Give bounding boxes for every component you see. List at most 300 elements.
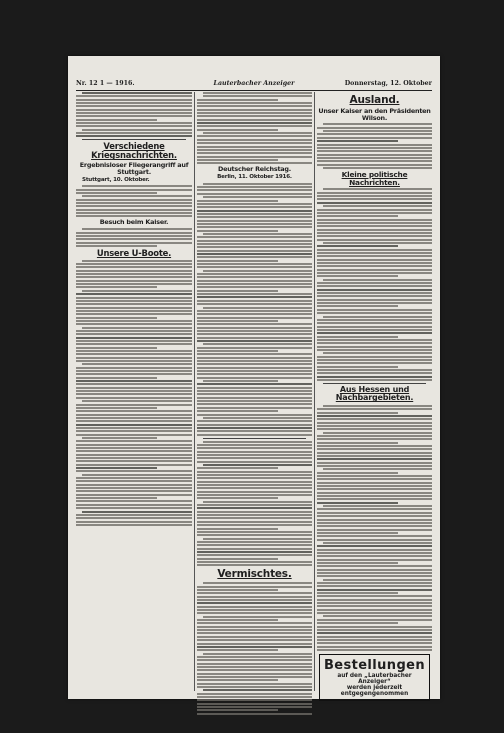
text-line: [197, 474, 312, 476]
text-line: [323, 205, 432, 207]
text-line: [197, 260, 278, 262]
text-line: [317, 519, 432, 521]
text-line: [76, 424, 192, 426]
text-line: [317, 219, 432, 221]
text-line: [197, 333, 312, 335]
text-line: [76, 404, 192, 406]
text-line: [76, 370, 192, 372]
text-line: [197, 403, 312, 405]
text-line: [317, 154, 432, 156]
text-line: [197, 313, 312, 315]
text-line: [317, 366, 398, 368]
text-line: [76, 357, 192, 359]
text-line: [197, 226, 312, 228]
text-line: [317, 485, 432, 487]
text-line: [197, 393, 312, 395]
text-line: [317, 545, 432, 547]
text-line: [203, 653, 312, 655]
text-line: [197, 709, 278, 711]
text-line: [317, 144, 432, 146]
text-line: [197, 564, 312, 566]
page-header: [76, 80, 432, 91]
text-line: [317, 372, 432, 374]
text-line: [76, 477, 192, 479]
text-line: [323, 405, 432, 407]
text-line: [317, 442, 398, 444]
text-line: [317, 502, 398, 504]
text-line: [203, 92, 312, 94]
text-line: [317, 438, 432, 440]
text-line: [317, 137, 432, 139]
text-line: [197, 676, 312, 678]
text-line: [76, 454, 192, 456]
text-line: [76, 115, 192, 117]
text-line: [76, 95, 192, 97]
text-line: [197, 142, 312, 144]
text-line: [317, 612, 432, 614]
divider: [323, 383, 426, 384]
text-line: [197, 703, 312, 705]
text-line: [317, 302, 432, 304]
column-2: [197, 92, 312, 691]
text-line: [76, 245, 157, 247]
text-line: [76, 340, 192, 342]
text-line: [76, 215, 192, 217]
text-block: [197, 441, 312, 567]
text-line: [317, 339, 432, 341]
text-line: [197, 310, 312, 312]
text-line: [203, 689, 312, 691]
text-line: [317, 133, 432, 135]
text-line: [197, 507, 312, 509]
divider: [82, 139, 186, 140]
text-line: [317, 498, 432, 500]
text-line: [317, 265, 432, 267]
text-line: [197, 497, 278, 499]
text-line: [197, 337, 312, 339]
text-line: [76, 434, 192, 436]
text-line: [197, 693, 312, 695]
text-line: [197, 444, 312, 446]
text-line: [197, 286, 312, 288]
text-line: [317, 605, 432, 607]
text-line: [317, 415, 432, 417]
text-block: [197, 582, 312, 714]
text-line: [76, 430, 192, 432]
text-line: [317, 425, 432, 427]
text-line: [197, 186, 312, 188]
text-line: [197, 323, 312, 325]
text-line: [317, 475, 432, 477]
text-line: [197, 290, 278, 292]
headline-uboote: Unsere U-Boote.: [96, 247, 172, 258]
text-line: [197, 424, 312, 426]
text-line: [197, 373, 312, 375]
text-line: [76, 514, 192, 516]
text-line: [203, 380, 278, 382]
text-line: [197, 656, 312, 658]
text-line: [197, 200, 278, 202]
text-line: [317, 269, 432, 271]
text-line: [203, 441, 312, 443]
text-line: [76, 444, 192, 446]
text-line: [197, 524, 312, 526]
text-line: [197, 447, 312, 449]
text-line: [203, 538, 312, 540]
text-line: [76, 132, 192, 134]
text-line: [317, 259, 432, 261]
text-line: [76, 484, 192, 486]
text-line: [197, 320, 278, 322]
text-line: [317, 285, 432, 287]
text-line: [76, 300, 192, 302]
text-line: [197, 363, 312, 365]
box-subtitle: auf den „Lauterbacher Anzeiger“: [337, 672, 412, 685]
text-line: [76, 323, 192, 325]
text-line: [317, 642, 432, 644]
text-line: [76, 330, 192, 332]
column-rule: [314, 92, 315, 691]
text-line: [323, 242, 432, 244]
text-line: [76, 293, 192, 295]
text-line: [197, 430, 312, 432]
issue-number: Nr. 12 1 — 1916.: [76, 80, 135, 87]
text-line: [76, 283, 192, 285]
text-line: [317, 349, 432, 351]
text-line: [76, 367, 192, 369]
text-line: [76, 410, 192, 412]
text-line: [197, 477, 312, 479]
text-line: [317, 535, 432, 537]
headline-kaiser-wilson: Unser Kaiser an den Präsidenten Wilson.: [318, 107, 431, 122]
text-line: [197, 548, 312, 550]
text-line: [317, 376, 432, 378]
text-line: [317, 452, 432, 454]
text-line: [76, 205, 192, 207]
text-line: [197, 491, 312, 493]
text-line: [76, 494, 192, 496]
text-line: [323, 468, 432, 470]
text-line: [76, 286, 157, 288]
text-line: [197, 377, 312, 379]
dateline: Berlin, 11. Oktober 1916.: [217, 173, 292, 180]
text-line: [197, 457, 312, 459]
text-line: [317, 592, 398, 594]
text-line: [317, 212, 432, 214]
text-line: [197, 203, 312, 205]
text-line: [197, 646, 312, 648]
text-line: [317, 255, 432, 257]
text-line: [197, 699, 312, 701]
column-1: [76, 92, 192, 691]
text-line: [197, 407, 312, 409]
text-line: [317, 329, 432, 331]
text-line: [317, 552, 432, 554]
text-line: [76, 407, 157, 409]
text-line: [317, 150, 432, 152]
text-line: [317, 525, 432, 527]
text-line: [197, 663, 312, 665]
text-line: [203, 270, 312, 272]
text-line: [76, 447, 192, 449]
text-line: [197, 514, 312, 516]
text-line: [197, 223, 312, 225]
text-line: [323, 188, 432, 190]
headline-vermischtes: Vermischtes.: [217, 568, 292, 581]
text-line: [317, 602, 432, 604]
text-line: [197, 686, 312, 688]
text-line: [197, 340, 312, 342]
text-line: [197, 713, 312, 715]
text-line: [197, 467, 278, 469]
text-line: [317, 435, 432, 437]
text-line: [197, 300, 312, 302]
subscription-box: [319, 654, 430, 701]
text-line: [76, 266, 192, 268]
text-line: [197, 276, 312, 278]
text-line: [317, 309, 432, 311]
text-line: [76, 125, 192, 127]
text-block: [317, 405, 432, 651]
text-line: [76, 109, 192, 111]
text-line: [197, 357, 312, 359]
text-line: [197, 626, 312, 628]
text-line: [323, 130, 432, 132]
newspaper-title: Lauterbacher Anzeiger: [213, 80, 295, 87]
text-line: [323, 615, 432, 617]
text-line: [197, 517, 312, 519]
text-line: [76, 270, 192, 272]
text-line: [197, 414, 312, 416]
text-line: [76, 347, 157, 349]
text-line: [197, 454, 312, 456]
text-line: [317, 336, 398, 338]
text-line: [76, 189, 192, 191]
text-line: [197, 220, 312, 222]
text-line: [76, 397, 192, 399]
text-line: [197, 216, 312, 218]
text-line: [76, 373, 192, 375]
text-line: [82, 400, 192, 402]
text-block: [317, 123, 432, 168]
text-line: [76, 380, 192, 382]
text-line: [317, 428, 432, 430]
text-line: [197, 367, 312, 369]
text-line: [317, 202, 432, 204]
text-line: [197, 551, 312, 553]
text-line: [317, 632, 432, 634]
text-line: [317, 235, 432, 237]
text-line: [197, 632, 312, 634]
text-line: [197, 230, 278, 232]
text-line: [82, 195, 192, 197]
text-line: [82, 327, 192, 329]
text-line: [197, 353, 312, 355]
text-line: [76, 105, 192, 107]
text-line: [197, 152, 312, 154]
text-line: [197, 213, 312, 215]
text-line: [197, 327, 312, 329]
text-line: [197, 504, 312, 506]
text-line: [197, 135, 312, 137]
text-line: [317, 529, 432, 531]
text-line: [317, 508, 432, 510]
text-line: [317, 492, 432, 494]
headline-hessen: Aus Hessen und Nachbargebieten.: [335, 385, 414, 403]
text-line: [76, 390, 192, 392]
text-line: [197, 659, 312, 661]
text-line: [76, 383, 192, 385]
text-line: [82, 363, 192, 365]
text-line: [317, 482, 432, 484]
text-line: [197, 484, 312, 486]
text-line: [197, 666, 312, 668]
text-line: [317, 157, 432, 159]
text-line: [197, 102, 312, 104]
text-line: [197, 115, 312, 117]
text-line: [317, 282, 432, 284]
text-line: [197, 636, 312, 638]
text-line: [197, 451, 312, 453]
text-line: [197, 528, 278, 530]
text-line: [197, 629, 312, 631]
text-line: [317, 532, 398, 534]
text-line: [197, 360, 312, 362]
text-line: [76, 490, 192, 492]
text-line: [197, 263, 312, 265]
text-line: [76, 307, 192, 309]
text-line: [197, 612, 312, 614]
text-line: [197, 434, 312, 436]
text-line: [317, 289, 432, 291]
text-line: [76, 192, 157, 194]
column-3: [317, 92, 432, 697]
text-line: [76, 337, 192, 339]
text-line: [317, 472, 398, 474]
headline-fliegerangriff: Ergebnisloser Fliegerangriff auf Stuttgart.: [79, 161, 189, 176]
text-line: [76, 199, 192, 201]
text-line: [197, 383, 312, 385]
text-line: [82, 185, 192, 187]
text-line: [203, 501, 312, 503]
text-line: [76, 507, 192, 509]
text-line: [76, 112, 192, 114]
headline-ausland: Ausland.: [349, 94, 400, 106]
text-line: [76, 99, 192, 101]
text-line: [76, 467, 157, 469]
text-line: [203, 233, 312, 235]
text-line: [323, 352, 432, 354]
text-line: [317, 225, 432, 227]
text-line: [76, 427, 192, 429]
text-line: [76, 460, 192, 462]
text-line: [76, 517, 192, 519]
text-line: [76, 504, 192, 506]
text-line: [317, 448, 432, 450]
text-line: [76, 457, 192, 459]
text-line: [317, 418, 432, 420]
text-line: [323, 167, 432, 169]
text-line: [197, 554, 312, 556]
text-line: [76, 450, 192, 452]
text-block: [76, 185, 192, 217]
text-block: [76, 92, 192, 137]
text-line: [76, 209, 192, 211]
text-line: [197, 586, 312, 588]
text-line: [317, 595, 432, 597]
text-line: [197, 240, 312, 242]
text-line: [203, 582, 312, 584]
text-line: [197, 639, 312, 641]
text-line: [197, 250, 312, 252]
text-line: [323, 279, 432, 281]
headline-kleine-nachrichten: Kleine politische Nachrichten.: [341, 169, 408, 187]
text-line: [317, 462, 432, 464]
text-line: [197, 293, 312, 295]
text-line: [317, 562, 398, 564]
text-line: [317, 465, 432, 467]
text-line: [197, 696, 312, 698]
text-line: [197, 146, 312, 148]
text-line: [197, 256, 312, 258]
text-line: [203, 183, 312, 185]
text-line: [317, 555, 432, 557]
text-line: [317, 639, 432, 641]
text-line: [197, 602, 312, 604]
newspaper-page: [68, 56, 440, 699]
text-line: [76, 313, 192, 315]
text-line: [323, 505, 432, 507]
text-line: [197, 521, 312, 523]
text-line: [197, 159, 278, 161]
text-line: [203, 616, 312, 618]
text-line: [197, 544, 312, 546]
text-line: [82, 129, 192, 131]
text-line: [317, 249, 432, 251]
text-line: [197, 461, 312, 463]
text-line: [317, 559, 432, 561]
text-line: [317, 626, 432, 628]
text-line: [197, 109, 312, 111]
text-line: [76, 440, 192, 442]
text-line: [317, 585, 432, 587]
text-line: [197, 622, 312, 624]
text-line: [76, 235, 192, 237]
text-line: [317, 599, 432, 601]
text-line: [197, 397, 312, 399]
text-line: [197, 558, 278, 560]
text-line: [197, 210, 312, 212]
text-line: [317, 422, 432, 424]
text-line: [317, 262, 432, 264]
text-line: [197, 596, 312, 598]
text-block: [197, 183, 312, 436]
text-line: [76, 276, 192, 278]
box-subtitle: werden jederzeit entgegengenommen: [340, 684, 409, 697]
text-line: [76, 102, 192, 104]
text-line: [197, 280, 312, 282]
text-line: [317, 619, 432, 621]
text-line: [317, 488, 432, 490]
text-line: [317, 455, 432, 457]
text-line: [197, 266, 312, 268]
text-line: [76, 122, 192, 124]
text-line: [197, 541, 312, 543]
text-line: [197, 99, 278, 101]
text-line: [76, 303, 192, 305]
text-line: [203, 417, 312, 419]
text-line: [317, 272, 432, 274]
